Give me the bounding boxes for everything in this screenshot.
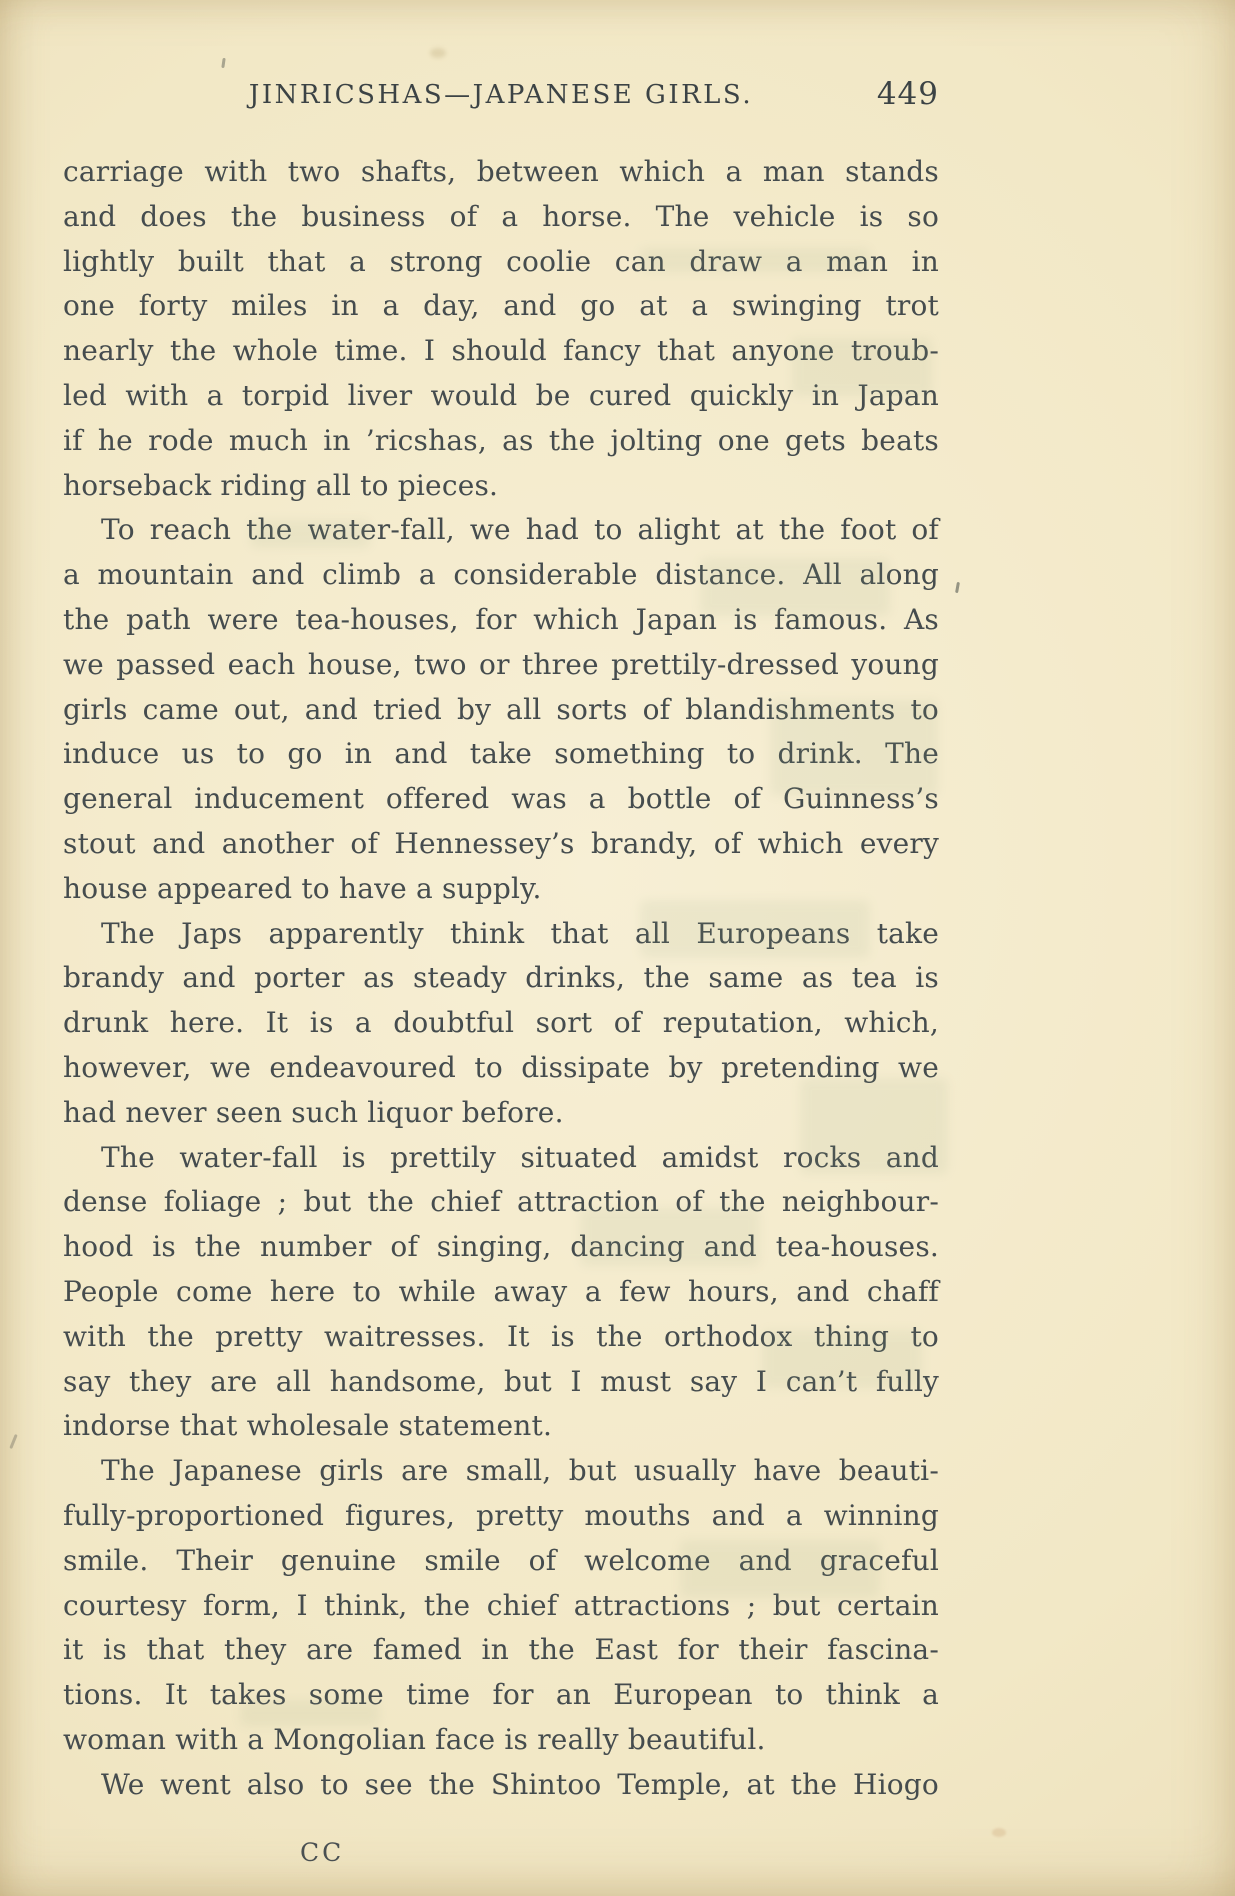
text-line: lightly built that a strong coolie can draw a man in xyxy=(63,244,939,278)
ink-speck xyxy=(955,582,960,593)
ink-speck xyxy=(9,1434,17,1449)
text-line: it is that they are famed in the East for their fascina- xyxy=(63,1633,939,1667)
text-line: stout and another of Hennessey’s brandy, of which every xyxy=(63,826,939,860)
text-line: we passed each house, two or three prettily-dressed young xyxy=(63,647,939,681)
text-line: house appeared to have a supply. xyxy=(63,871,542,905)
foxing-spot xyxy=(430,48,446,58)
text-line: induce us to go in and take something to drink. The xyxy=(63,737,939,771)
text-line: fully-proportioned figures, pretty mouths and a winning xyxy=(63,1498,939,1532)
text-line: The water-fall is prettily situated amidst rocks and xyxy=(101,1140,939,1174)
page-header xyxy=(63,76,939,116)
text-line: general inducement offered was a bottle of Guinness’s xyxy=(63,782,939,816)
paragraphs xyxy=(63,150,939,1807)
signature-mark: CC xyxy=(300,1838,345,1867)
text-line: the path were tea-houses, for which Japan is famous. As xyxy=(63,602,939,636)
text-line: People come here to while away a few hours, and chaff xyxy=(63,1274,939,1308)
text-line: and does the business of a horse. The vehicle is so xyxy=(63,199,939,233)
text-line: woman with a Mongolian face is really beautiful. xyxy=(63,1722,766,1756)
text-line: carriage with two shafts, between which a man stands xyxy=(63,155,939,188)
text-line: smile. Their genuine smile of welcome and graceful xyxy=(63,1543,939,1577)
text-line: We went also to see the Shintoo Temple, at the Hiogo xyxy=(101,1767,939,1801)
text-line: indorse that wholesale statement. xyxy=(63,1409,553,1443)
text-line: hood is the number of singing, dancing and tea-houses. xyxy=(63,1230,939,1264)
text-line: The Japs apparently think that all Europeans take xyxy=(101,916,939,950)
text-line: The Japanese girls are small, but usually have beauti- xyxy=(101,1454,939,1488)
ink-speck xyxy=(221,58,225,68)
page-number: 449 xyxy=(876,76,939,112)
text-line: courtesy form, I think, the chief attractions ; but certain xyxy=(63,1588,939,1622)
text-line: horseback riding all to pieces. xyxy=(63,468,499,502)
text-line: tions. It takes some time for an European to think a xyxy=(63,1678,939,1712)
foxing-spot xyxy=(992,1828,1006,1837)
text-line: girls came out, and tried by all sorts of blandishments to xyxy=(63,692,939,726)
text-line: however, we endeavoured to dissipate by pretending we xyxy=(63,1050,939,1084)
text-line: one forty miles in a day, and go at a swinging trot xyxy=(63,289,939,323)
text-line: a mountain and climb a considerable distance. All along xyxy=(63,558,939,592)
text-line: brandy and porter as steady drinks, the same as tea is xyxy=(63,961,939,995)
text-line: led with a torpid liver would be cured quickly in Japan xyxy=(63,378,939,412)
text-line: To reach the water-fall, we had to alight at the foot of xyxy=(101,513,939,547)
text-line: say they are all handsome, but I must say I can’t fully xyxy=(63,1364,939,1398)
running-title: JINRICSHAS—JAPANESE GIRLS. xyxy=(248,80,754,110)
text-line: dense foliage ; but the chief attraction of the neighbour- xyxy=(63,1185,939,1219)
text-line: with the pretty waitresses. It is the orthodox thing to xyxy=(63,1319,939,1353)
text-line: nearly the whole time. I should fancy that anyone troub- xyxy=(63,334,939,368)
text-line: if he rode much in ’ricshas, as the jolting one gets beats xyxy=(63,423,939,457)
text-line: drunk here. It is a doubtful sort of reputation, which, xyxy=(63,1006,939,1040)
text-line: had never seen such liquor before. xyxy=(63,1095,564,1129)
